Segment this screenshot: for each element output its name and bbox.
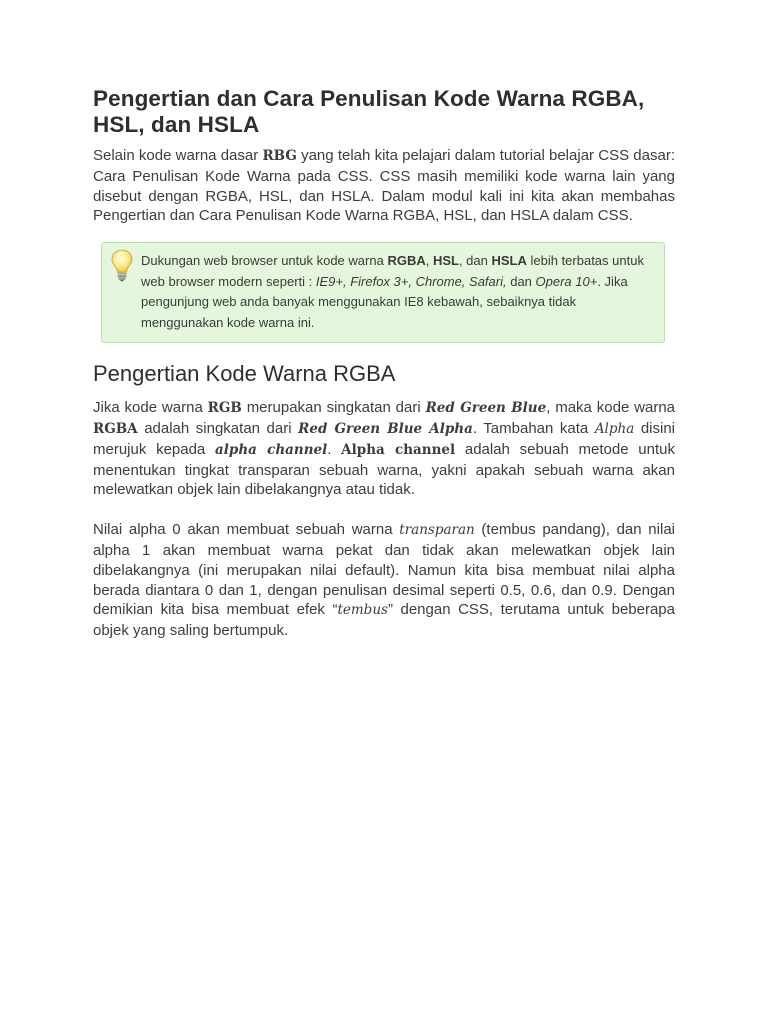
- tip-opera: Opera 10+: [535, 273, 598, 289]
- p1-text-1: Jika kode warna: [93, 399, 208, 417]
- rgba-paragraph-2: [93, 520, 675, 641]
- p1-rgba: RGBA: [93, 420, 138, 437]
- p1-text-7: .: [327, 440, 342, 458]
- article-body: [93, 86, 675, 641]
- p1-text-2: merupakan singkatan dari: [241, 399, 426, 417]
- section-title: Pengertian Kode Warna RGBA: [93, 361, 396, 387]
- p1-red-green-blue-alpha: Red Green Blue Alpha: [298, 420, 473, 437]
- rgba-paragraph-1: [93, 398, 675, 500]
- article-title: Pengertian dan Cara Penulisan Kode Warna RGBA, HSL, dan HSLA: [93, 86, 645, 137]
- intro-text-2: yang telah kita pelajari dalam tutorial belajar CSS dasar: Cara Penulisan Kode Warna pada CSS. CSS masih memiliki kode warna lain yang disebut dengan RGBA, HSL, dan HSLA. Dalam modul kali ini kita akan membahas Pengertian dan Cara Penulisan Kode Warna RGBA, HSL, dan HSLA dalam CSS.: [93, 147, 675, 225]
- tip-text-3: , dan: [458, 253, 492, 269]
- intro-paragraph: [93, 146, 675, 226]
- p1-text-5: . Tambahan kata: [472, 419, 595, 437]
- p1-text-3: , maka kode warna: [546, 399, 676, 417]
- p1-red-green-blue: Red Green Blue: [425, 400, 547, 417]
- p1-alpha: Alpha: [594, 420, 635, 437]
- tip-text-5: dan: [506, 273, 536, 289]
- tip-hsla: HSLA: [491, 253, 527, 269]
- p1-rgb: RGB: [207, 400, 242, 417]
- intro-code-rbg: RBG: [262, 148, 297, 164]
- p1-text-8: adalah sebuah metode untuk menentukan tingkat transparan sebuah warna, yakni apakah sebuah warna akan melewatkan objek lain dibelakangnya atau tidak.: [93, 440, 675, 499]
- p2-text-1: Nilai alpha 0 akan membuat sebuah warna: [93, 521, 400, 539]
- tip-text-6: . Jika pengunjung web anda banyak menggunakan IE8 kebawah, sebaiknya tidak menggunakan kode warna ini.: [141, 273, 628, 330]
- p1-alpha-channel: Alpha channel: [341, 441, 456, 458]
- lightbulb-icon: [110, 248, 134, 282]
- tip-browsers: IE9+, Firefox 3+, Chrome, Safari,: [315, 273, 507, 289]
- tip-hsl: HSL: [432, 253, 459, 269]
- p2-transparan: transparan: [399, 522, 475, 539]
- p1-text-6: disini merujuk kepada: [93, 419, 676, 458]
- tip-text-1: Dukungan web browser untuk kode warna: [141, 253, 388, 269]
- intro-text-1: Selain kode warna dasar: [93, 147, 263, 164]
- tip-box: [101, 242, 665, 343]
- p2-tembus: tembus: [337, 602, 388, 619]
- tip-text-4: lebih terbatas untuk web browser modern seperti :: [141, 253, 644, 289]
- p2-text-3: ” dengan CSS, terutama untuk beberapa objek yang saling bertumpuk.: [93, 601, 675, 640]
- p1-text-4: adalah singkatan dari: [137, 419, 299, 437]
- p2-text-2: (tembus pandang), dan nilai alpha 1 akan membuat warna pekat dan tidak akan melewatkan objek lain dibelakangnya (ini merupakan nilai default). Namun kita bisa membuat nilai alpha berada diantara 0 dan 1, dengan penulisan desimal seperti 0.5, 0.6, dan 0.9. Dengan demikian kita bisa membuat efek “: [93, 521, 675, 619]
- p1-alpha-channel-italic: alpha channel: [215, 441, 328, 458]
- tip-rgba: RGBA: [387, 253, 426, 269]
- tip-text-2: ,: [425, 253, 433, 269]
